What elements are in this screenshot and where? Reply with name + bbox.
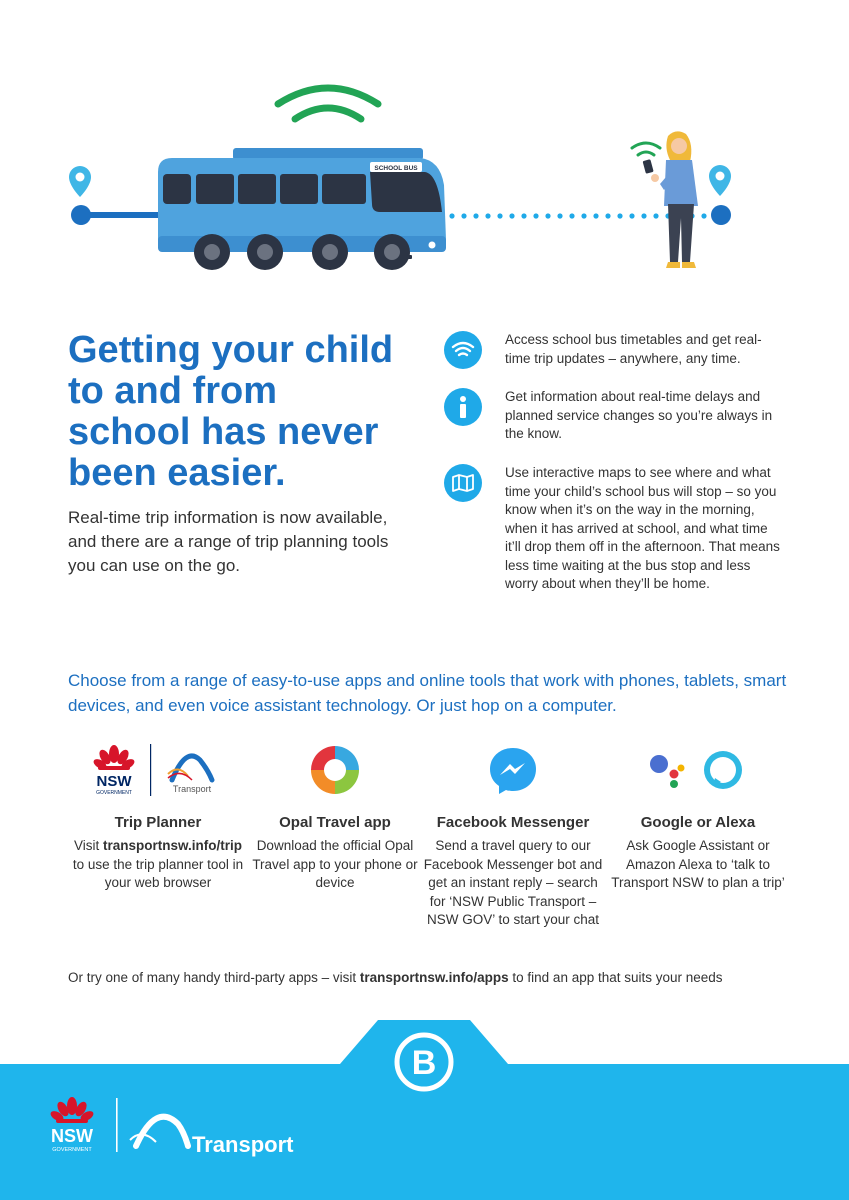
messenger-icon <box>423 738 603 802</box>
tool-google-alexa <box>608 738 788 893</box>
route-start-dot <box>71 205 91 225</box>
bus-sign-text: SCHOOL BUS <box>374 165 418 172</box>
feature-text: Use interactive maps to see where and what time your child’s school bus will stop – so you know when it’s on the way in the morning, when it has arrived at school, and what time it’ll drop them off in the afternoon. That means less time waiting at the bus stop and less worry about when they’ll be home. <box>505 465 780 591</box>
alexa-icon <box>704 751 742 789</box>
tool-description: Visit transportnsw.info/trip to use the trip planner tool in your web browser <box>72 838 244 890</box>
svg-text:B: B <box>411 1044 437 1082</box>
tool-facebook-messenger <box>423 738 603 930</box>
tool-opal-travel-app <box>245 738 425 893</box>
feature-text: Get information about real-time delays and planned service changes so you’re always in the know. <box>505 389 773 441</box>
footer-nsw-transport-logo <box>44 1094 344 1164</box>
nsw-transport-logo <box>68 738 248 802</box>
route-end-dot <box>711 205 731 225</box>
school-bus <box>158 148 446 270</box>
svg-text:GOVERNMENT: GOVERNMENT <box>96 790 132 796</box>
tool-title: Facebook Messenger <box>436 814 590 831</box>
map-icon <box>444 464 482 502</box>
tool-description: Ask Google Assistant or Amazon Alexa to ‘talk to Transport NSW to plan a trip’ <box>611 838 785 890</box>
wifi-icon <box>444 331 482 369</box>
tool-title: Opal Travel app <box>279 814 391 831</box>
assistant-icons <box>608 738 788 802</box>
svg-text:NSW: NSW <box>96 773 132 790</box>
feature-text: Access school bus timetables and get real-time trip updates – anywhere, any time. <box>505 332 762 366</box>
person-with-phone <box>632 131 698 268</box>
tool-title: Trip Planner <box>114 814 202 831</box>
third-party-apps-text: Or try one of many handy third-party apps – visit transportnsw.info/apps to find an app that suits your needs <box>68 970 723 985</box>
hero-illustration <box>0 0 849 300</box>
tool-trip-planner <box>68 738 248 893</box>
location-pin-icon <box>709 165 731 196</box>
tool-title: Google or Alexa <box>640 814 756 831</box>
trip-planner-link[interactable]: transportnsw.info/trip <box>103 838 242 853</box>
route-line <box>90 212 162 218</box>
page-title: Getting your child to and from school has never been easier. <box>68 329 394 494</box>
google-assistant-icon <box>650 755 685 788</box>
intro-text: Real-time trip information is now available, and there are a range of trip planning tools you can use on the go. <box>68 508 389 575</box>
tool-description: Download the official Opal Travel app to your phone or device <box>252 838 418 890</box>
tool-description: Send a travel query to our Facebook Messenger bot and get an instant reply – search for ‘NSW Public Transport – NSW GOV’ to start your chat <box>423 838 603 927</box>
svg-text:GOVERNMENT: GOVERNMENT <box>52 1147 92 1153</box>
route-dotted-line <box>449 213 706 218</box>
signal-icon <box>278 88 378 119</box>
tools-intro: Choose from a range of easy-to-use apps and online tools that work with phones, tablets, smart devices, and even voice assistant technology. Or just hop on a computer. <box>68 671 787 715</box>
info-icon <box>444 388 482 426</box>
apps-link[interactable]: transportnsw.info/apps <box>359 970 509 985</box>
svg-text:Transport: Transport <box>172 784 212 794</box>
opal-app-icon <box>245 738 425 802</box>
location-pin-icon <box>69 166 91 197</box>
svg-text:Transport: Transport <box>192 1132 294 1157</box>
svg-text:NSW: NSW <box>51 1126 93 1146</box>
